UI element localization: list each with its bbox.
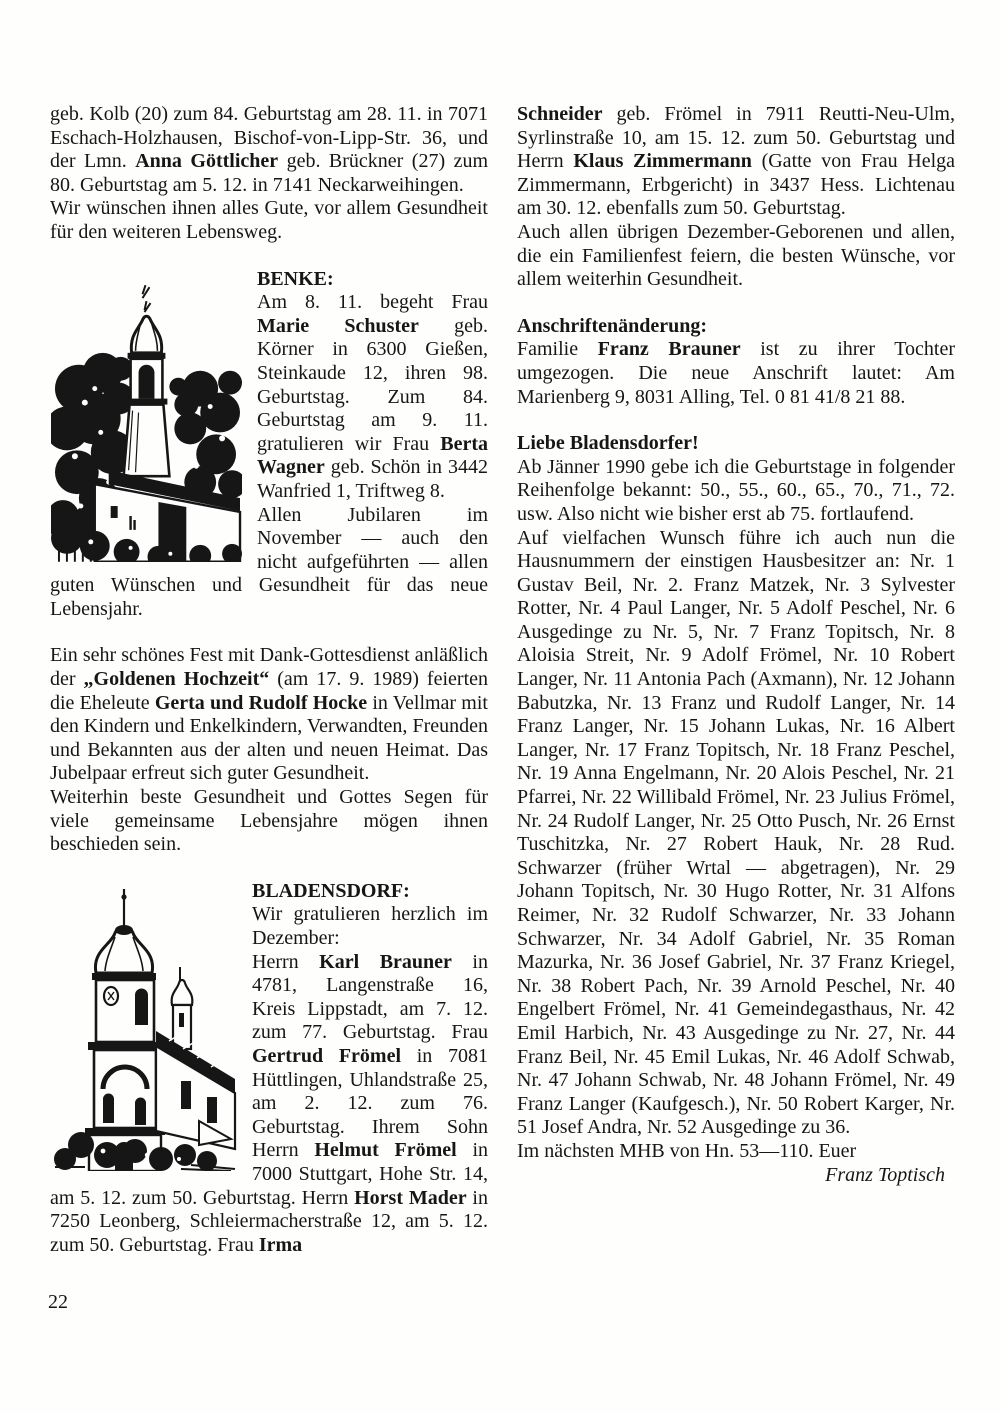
section-heading: Anschriftenänderung: [517,314,708,337]
body-paragraph: Auch allen übrigen Dezember-Geborenen und allen, die ein Familienfest feiern, die besten Wünsche, vor allem weiterhin Gesundheit. [517,220,955,291]
body-paragraph: geb. Kolb (20) zum 84. Geburtstag am 28. 11. in 7071 Eschach-Holzhausen, Bischof-von-Lipp-Str. 36, und der Lmn. Anna Göttlicher geb. Brückner (27) zum 80. Geburtstag am 5. 12. in 7141 Neckarweihingen. [50,103,489,196]
page-number: 22 [48,1291,68,1313]
dear-bladensdorfer-section [517,432,955,1187]
chapel-illustration [51,271,242,562]
bladensdorf-section [50,880,488,1258]
body-paragraph: Ab Jänner 1990 gebe ich die Geburtstage in folgender Reihenfolge bekannt: 50., 55., 60., 65., 70., 71., 72. usw. Also nicht wie bisher erst ab 75. fortlaufend. [517,455,955,525]
section-heading: BLADENSDORF: [252,879,410,902]
church-illustration [51,883,237,1171]
left-column [50,103,488,1257]
signature: Franz Toptisch [825,1163,945,1186]
section-heading: Liebe Bladensdorfer! [517,432,699,455]
address-change-section [517,315,955,409]
golden-wedding-section [50,644,488,856]
body-paragraph: Auf vielfachen Wunsch führe ich auch nun die Hausnummern der einstigen Hausbesitzer an: Nr. 1 Gustav Beil, Nr. 2. Franz Matzek, Nr. 3 Sylvester Rotter, Nr. 4 Paul Langer, Nr. 5 Adolf Peschel, Nr. 6 Ausgedinge zu Nr. 5, Nr. 7 Franz Topitsch, Nr. 8 Aloisia Streit, Nr. 9 Adolf Frömel, Nr. 10 Robert Langer, Nr. 11 Antonia Pach (Axmann), Nr. 12 Johann Babutzka, Nr. 13 Franz und Rudolf Langer, Nr. 14 Franz Langer, Nr. 15 Johann Lukas, Nr. 16 Albert Langer, Nr. 17 Franz Topitsch, Nr. 18 Franz Peschel, Nr. 19 Anna Engelmann, Nr. 20 Alois Peschel, Nr. 21 Pfarrei, Nr. 22 Willibald Frömel, Nr. 23 Julius Frömel, Nr. 24 Rudolf Langer, Nr. 25 Otto Pusch, Nr. 26 Ernst Tuschitzka, Nr. 27 Robert Hauk, Nr. 28 Rud. Schwarzer (früher Wrtal — abgetragen), Nr. 29 Johann Topitsch, Nr. 30 Hugo Rotter, Nr. 31 Alfons Reimer, Nr. 32 Rudolf Schwarzer, Nr. 33 Johann Schwarzer, Nr. 34 Adolf Gabriel, Nr. 35 Roman Mazurka, Nr. 36 Josef Gabriel, Nr. 37 Franz Kriegel, Nr. 38 Robert Pach, Nr. 39 Arnold Peschel, Nr. 40 Engelbert Frömel, Nr. 41 Gemeindegasthaus, Nr. 42 Emil Harbich, Nr. 43 Ausgedinge zu Nr. 27, Nr. 44 Franz Beil, Nr. 45 Emil Lukas, Nr. 46 Adolf Schwab, Nr. 47 Johann Schwab, Nr. 48 Johann Frömel, Nr. 49 Franz Langer (Kaufgesch.), Nr. 50 Robert Karger, Nr. 51 Josef Andra, Nr. 52 Ausgedinge zu 36. [517,526,955,1139]
section-heading: BENKE: [257,267,334,290]
body-paragraph: Schneider geb. Frömel in 7911 Reutti-Neu-Ulm, Syrlinstraße 10, am 15. 12. zum 50. Geburtstag und Herrn Klaus Zimmermann (Gatte von Frau Helga Zimmermann, Erbgericht) in 3437 Hess. Lichtenau am 30. 12. ebenfalls zum 50. Geburtstag. [517,103,955,220]
body-paragraph: Wir gratulieren herzlich im Dezember: [252,903,488,949]
body-paragraph: Im nächsten MHB von Hn. 53—110. Euer [517,1139,857,1162]
right-column [517,103,955,1257]
benke-section [50,268,488,622]
body-paragraph: Wir wünschen ihnen alles Gute, vor allem Gesundheit für den weiteren Lebensweg. [50,197,488,243]
body-paragraph: Ein sehr schönes Fest mit Dank-Gottesdienst anläßlich der „Goldenen Hochzeit“ (am 17. 9. 1989) feierten die Eheleute Gerta und Rudolf Hocke in Vellmar mit den Kindern und Enkelkindern, Verwandten, Freunden und Bekannten aus der alten und neuen Heimat. Das Jubelpaar erfreut sich guter Gesundheit. [50,644,488,785]
body-paragraph: Herrn Karl Brauner in 4781, Langenstraße 16, Kreis Lippstadt, am 7. 12. zum 77. Geburtstag. Frau Gertrud Frömel in 7081 Hüttlingen, Uhlandstraße 25, am 2. 12. zum 76. Geburtstag. Ihrem Sohn Herrn Helmut Frömel in 7000 Stuttgart, Hohe Str. 14, am 5. 12. zum 50. Geburtstag. Herrn Horst Mader in 7250 Leonberg, Schleiermacherstraße 12, am 5. 12. zum 50. Geburtstag. Frau Irma [50,950,489,1256]
body-paragraph: Am 8. 11. begeht Frau Marie Schuster geb. Körner in 6300 Gießen, Steinkaude 12, ihren 98. Geburtstag. Zum 84. Geburtstag am 9. 11. gratulieren wir Frau Berta Wagner geb. Schön in 3442 Wanfried 1, Triftweg 8. [257,291,488,502]
body-paragraph: Familie Franz Brauner ist zu ihrer Tochter umgezogen. Die neue Anschrift lautet: Am Marienberg 9, 8031 Alling, Tel. 0 81 41/8 21 88. [517,338,956,408]
body-paragraph: Allen Jubilaren im November — auch den nicht aufgeführten — allen guten Wünschen und Gesundheit für das neue Lebensjahr. [50,503,488,620]
body-paragraph: Weiterhin beste Gesundheit und Gottes Segen für viele gemeinsame Lebensjahre mögen ihnen beschieden sein. [50,786,488,856]
